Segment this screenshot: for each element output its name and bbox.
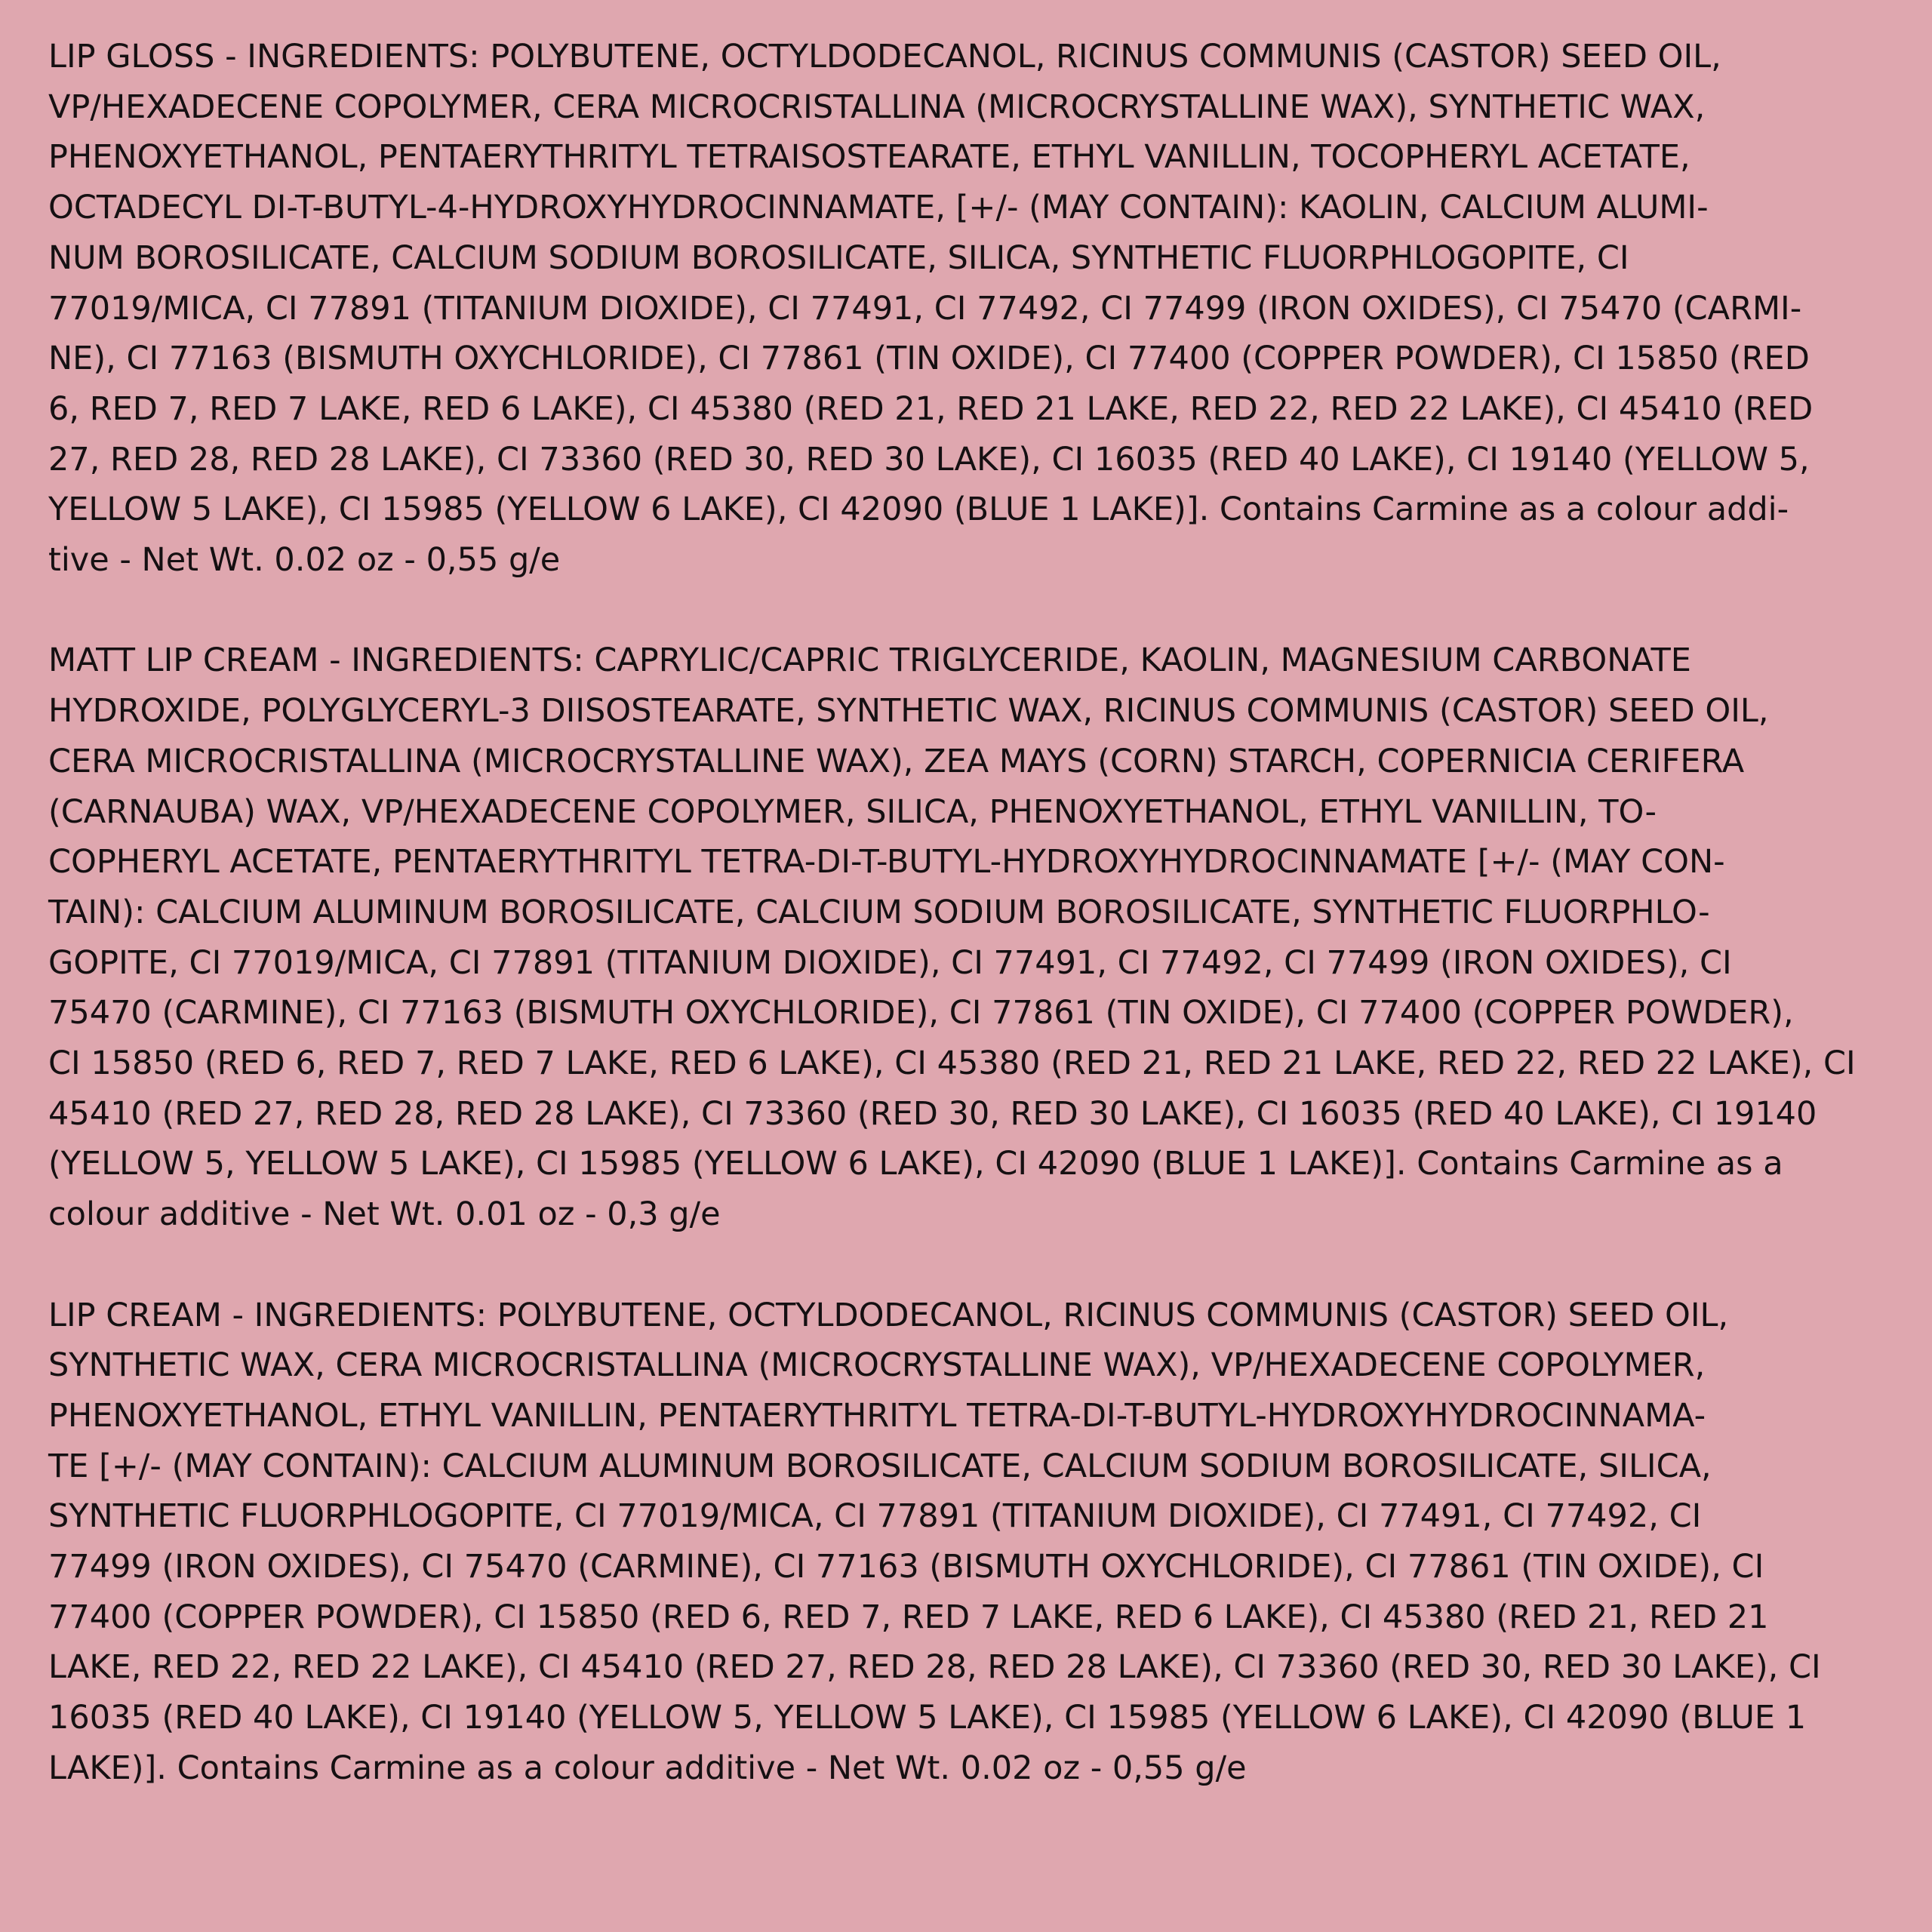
ingredient-line: TAIN): CALCIUM ALUMINUM BOROSILICATE, CALCIUM SODIUM BOROSILICATE, SYNTHETIC FLUORPHLO- bbox=[48, 893, 1710, 931]
ingredient-line: YELLOW 5 LAKE), CI 15985 (YELLOW 6 LAKE), CI 42090 (BLUE 1 LAKE)]. Contains Carmine as a colour addi- bbox=[48, 491, 1789, 529]
ingredient-line: colour additive - Net Wt. 0.01 oz - 0,3 g/e bbox=[48, 1195, 721, 1234]
ingredient-line: (CARNAUBA) WAX, VP/HEXADECENE COPOLYMER, SILICA, PHENOXYETHANOL, ETHYL VANILLIN, TO- bbox=[48, 792, 1657, 831]
ingredient-line: CI 15850 (RED 6, RED 7, RED 7 LAKE, RED 6 LAKE), CI 45380 (RED 21, RED 21 LAKE, RED 22, RED 22 LAKE), CI bbox=[48, 1044, 1856, 1083]
ingredient-line: 6, RED 7, RED 7 LAKE, RED 6 LAKE), CI 45380 (RED 21, RED 21 LAKE, RED 22, RED 22 LAKE), CI 45410 (RED bbox=[48, 389, 1814, 428]
ingredient-line: SYNTHETIC FLUORPHLOGOPITE, CI 77019/MICA, CI 77891 (TITANIUM DIOXIDE), CI 77491, CI 77492, CI bbox=[48, 1497, 1702, 1536]
ingredient-line: PHENOXYETHANOL, ETHYL VANILLIN, PENTAERYTHRITYL TETRA-DI-T-BUTYL-HYDROXYHYDROCINNAMA- bbox=[48, 1396, 1706, 1435]
ingredient-line: NUM BOROSILICATE, CALCIUM SODIUM BOROSILICATE, SILICA, SYNTHETIC FLUORPHLOGOPITE, CI bbox=[48, 238, 1629, 277]
ingredient-line: COPHERYL ACETATE, PENTAERYTHRITYL TETRA-DI-T-BUTYL-HYDROXYHYDROCINNAMATE [+/- (MAY CON- bbox=[48, 843, 1725, 881]
ingredient-line: 45410 (RED 27, RED 28, RED 28 LAKE), CI 73360 (RED 30, RED 30 LAKE), CI 16035 (RED 40 LAKE), CI 19140 bbox=[48, 1094, 1817, 1133]
ingredient-line: LIP CREAM - INGREDIENTS: POLYBUTENE, OCTYLDODECANOL, RICINUS COMMUNIS (CASTOR) SEED OIL, bbox=[48, 1296, 1729, 1334]
ingredient-line: tive - Net Wt. 0.02 oz - 0,55 g/e bbox=[48, 541, 561, 580]
ingredient-line: LIP GLOSS - INGREDIENTS: POLYBUTENE, OCTYLDODECANOL, RICINUS COMMUNIS (CASTOR) SEED OIL, bbox=[48, 38, 1721, 75]
lip-gloss-ingredients-section bbox=[48, 32, 1884, 586]
ingredient-line: PHENOXYETHANOL, PENTAERYTHRITYL TETRAISOSTEARATE, ETHYL VANILLIN, TOCOPHERYL ACETATE, bbox=[48, 138, 1690, 177]
ingredient-line: 16035 (RED 40 LAKE), CI 19140 (YELLOW 5, YELLOW 5 LAKE), CI 15985 (YELLOW 6 LAKE), CI 42090 (BLUE 1 bbox=[48, 1699, 1807, 1737]
ingredient-line: HYDROXIDE, POLYGLYCERYL-3 DIISOSTEARATE, SYNTHETIC WAX, RICINUS COMMUNIS (CASTOR) SEED OIL, bbox=[48, 692, 1769, 731]
ingredient-line: GOPITE, CI 77019/MICA, CI 77891 (TITANIUM DIOXIDE), CI 77491, CI 77492, CI 77499 (IRON OXIDES), CI bbox=[48, 943, 1732, 982]
ingredient-line: NE), CI 77163 (BISMUTH OXYCHLORIDE), CI 77861 (TIN OXIDE), CI 77400 (COPPER POWDER), CI 15850 (RED bbox=[48, 340, 1810, 378]
ingredient-line: VP/HEXADECENE COPOLYMER, CERA MICROCRISTALLINA (MICROCRYSTALLINE WAX), SYNTHETIC WAX, bbox=[48, 88, 1706, 126]
ingredient-line: LAKE)]. Contains Carmine as a colour additive - Net Wt. 0.02 oz - 0,55 g/e bbox=[48, 1749, 1247, 1787]
matt-lip-cream-ingredients-section bbox=[48, 635, 1884, 1239]
ingredient-line: LAKE, RED 22, RED 22 LAKE), CI 45410 (RED 27, RED 28, RED 28 LAKE), CI 73360 (RED 30, RED 30 LAKE), CI bbox=[48, 1648, 1821, 1687]
ingredient-line: 77499 (IRON OXIDES), CI 75470 (CARMINE), CI 77163 (BISMUTH OXYCHLORIDE), CI 77861 (TIN OXIDE), CI bbox=[48, 1548, 1764, 1586]
lip-cream-ingredients-section bbox=[48, 1291, 1884, 1794]
ingredient-line: 77019/MICA, CI 77891 (TITANIUM DIOXIDE), CI 77491, CI 77492, CI 77499 (IRON OXIDES), CI 75470 (CARMI- bbox=[48, 289, 1802, 328]
ingredient-line: 27, RED 28, RED 28 LAKE), CI 73360 (RED 30, RED 30 LAKE), CI 16035 (RED 40 LAKE), CI 19140 (YELLOW 5, bbox=[48, 440, 1810, 478]
ingredient-line: MATT LIP CREAM - INGREDIENTS: CAPRYLIC/CAPRIC TRIGLYCERIDE, KAOLIN, MAGNESIUM CARBONATE bbox=[48, 641, 1691, 680]
ingredient-line: SYNTHETIC WAX, CERA MICROCRISTALLINA (MICROCRYSTALLINE WAX), VP/HEXADECENE COPOLYMER, bbox=[48, 1346, 1706, 1385]
ingredient-line: (YELLOW 5, YELLOW 5 LAKE), CI 15985 (YELLOW 6 LAKE), CI 42090 (BLUE 1 LAKE)]. Contains Carmine as a bbox=[48, 1145, 1783, 1183]
ingredient-line: CERA MICROCRISTALLINA (MICROCRYSTALLINE WAX), ZEA MAYS (CORN) STARCH, COPERNICIA CERIFERA bbox=[48, 742, 1745, 780]
ingredient-line: 77400 (COPPER POWDER), CI 15850 (RED 6, RED 7, RED 7 LAKE, RED 6 LAKE), CI 45380 (RED 21, RED 21 bbox=[48, 1598, 1769, 1636]
ingredient-line: TE [+/- (MAY CONTAIN): CALCIUM ALUMINUM BOROSILICATE, CALCIUM SODIUM BOROSILICATE, SILICA, bbox=[48, 1447, 1712, 1485]
ingredient-line: OCTADECYL DI-T-BUTYL-4-HYDROXYHYDROCINNAMATE, [+/- (MAY CONTAIN): KAOLIN, CALCIUM ALUMI- bbox=[48, 189, 1709, 227]
ingredient-line: 75470 (CARMINE), CI 77163 (BISMUTH OXYCHLORIDE), CI 77861 (TIN OXIDE), CI 77400 (COPPER POWDER), bbox=[48, 994, 1794, 1032]
